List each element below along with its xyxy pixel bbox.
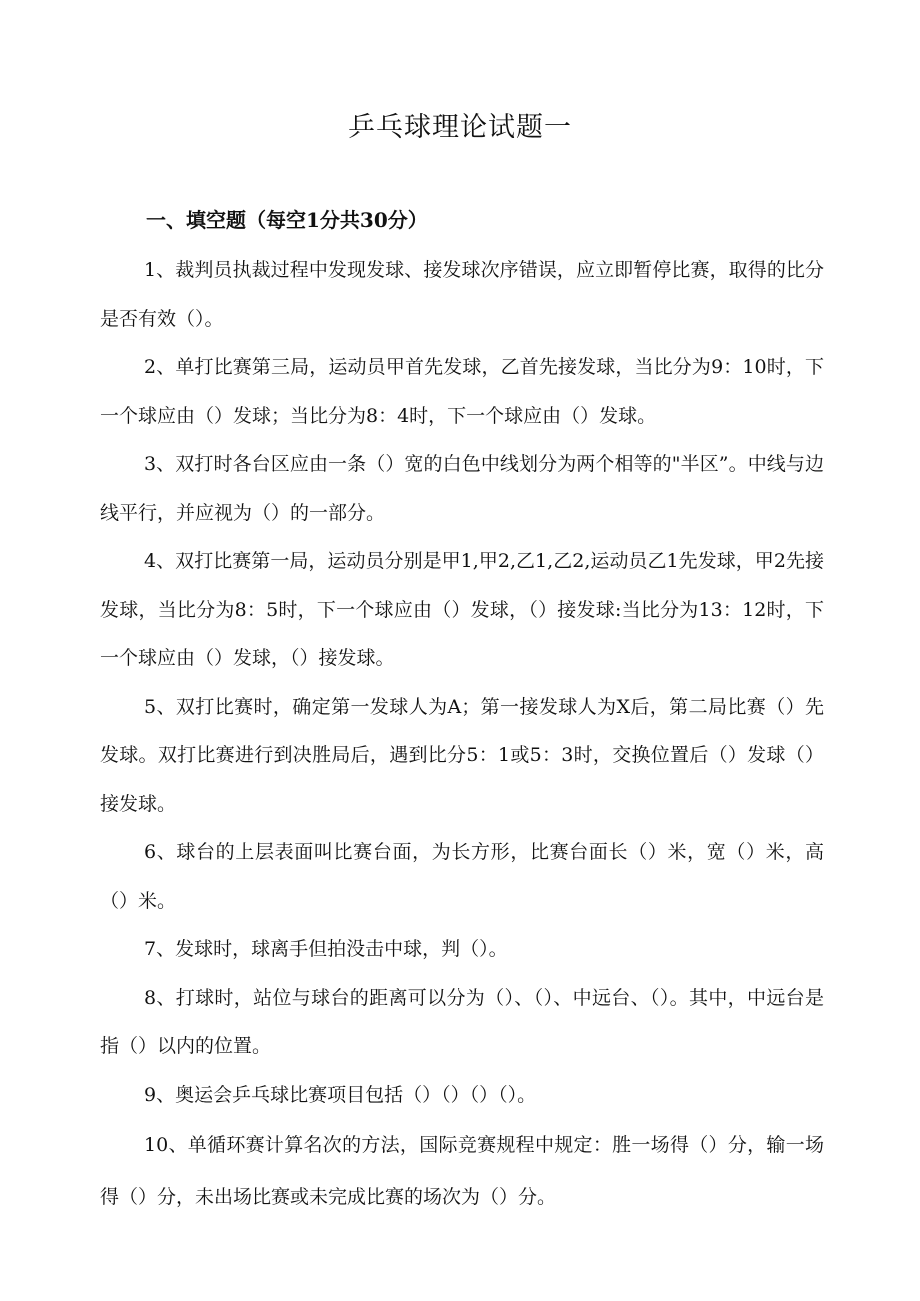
section-heading: 一、填空题（每空1分共30分） — [146, 208, 428, 232]
question-3: 3、双打时各台区应由一条（）宽的白色中线划分为两个相等的"半区”。中线与边线平行，并应视为（）的一部分。 — [100, 453, 824, 524]
question-9: 9、奥运会乒乓球比赛项目包括（）（）（）（）。 — [144, 1083, 537, 1106]
question-5: 5、双打比赛时，确定第一发球人为A；第一接发球人为X后，第二局比赛（）先发球。双打比赛进行到决胜局后，遇到比分5：1或5：3时，交换位置后（）发球（）接发球。 — [100, 695, 824, 815]
question-6: 6、球台的上层表面叫比赛台面，为长方形，比赛台面长（）米，宽（）米，高（）米。 — [100, 841, 824, 912]
question-7: 7、发球时，球离手但拍没击中球，判（）。 — [144, 938, 508, 960]
question-10: 10、单循环赛计算名次的方法，国际竞赛规程中规定：胜一场得（）分，输一场得（）分，未出场比赛或未完成比赛的场次为（）分。 — [100, 1134, 824, 1208]
question-list — [100, 246, 824, 1223]
page-title: 乒乓球理论试题一 — [348, 112, 572, 143]
question-4: 4、双打比赛第一局，运动员分别是甲1,甲2,乙1,乙2,运动员乙1先发球，甲2先接发球，当比分为8：5时，下一个球应由（）发球，（）接发球:当比分为13：12时，下一个球应由（）发球，（）接发球。 — [100, 550, 824, 669]
question-2: 2、单打比赛第三局，运动员甲首先发球，乙首先接发球，当比分为9：10时，下一个球应由（）发球；当比分为8：4时，下一个球应由（）发球。 — [100, 356, 824, 427]
question-8: 8、打球时，站位与球台的距离可以分为（）、（）、中远台、（）。其中，中远台是指（）以内的位置。 — [100, 986, 824, 1057]
question-1: 1、裁判员执裁过程中发现发球、接发球次序错误，应立即暂停比赛，取得的比分是否有效（）。 — [100, 259, 824, 330]
